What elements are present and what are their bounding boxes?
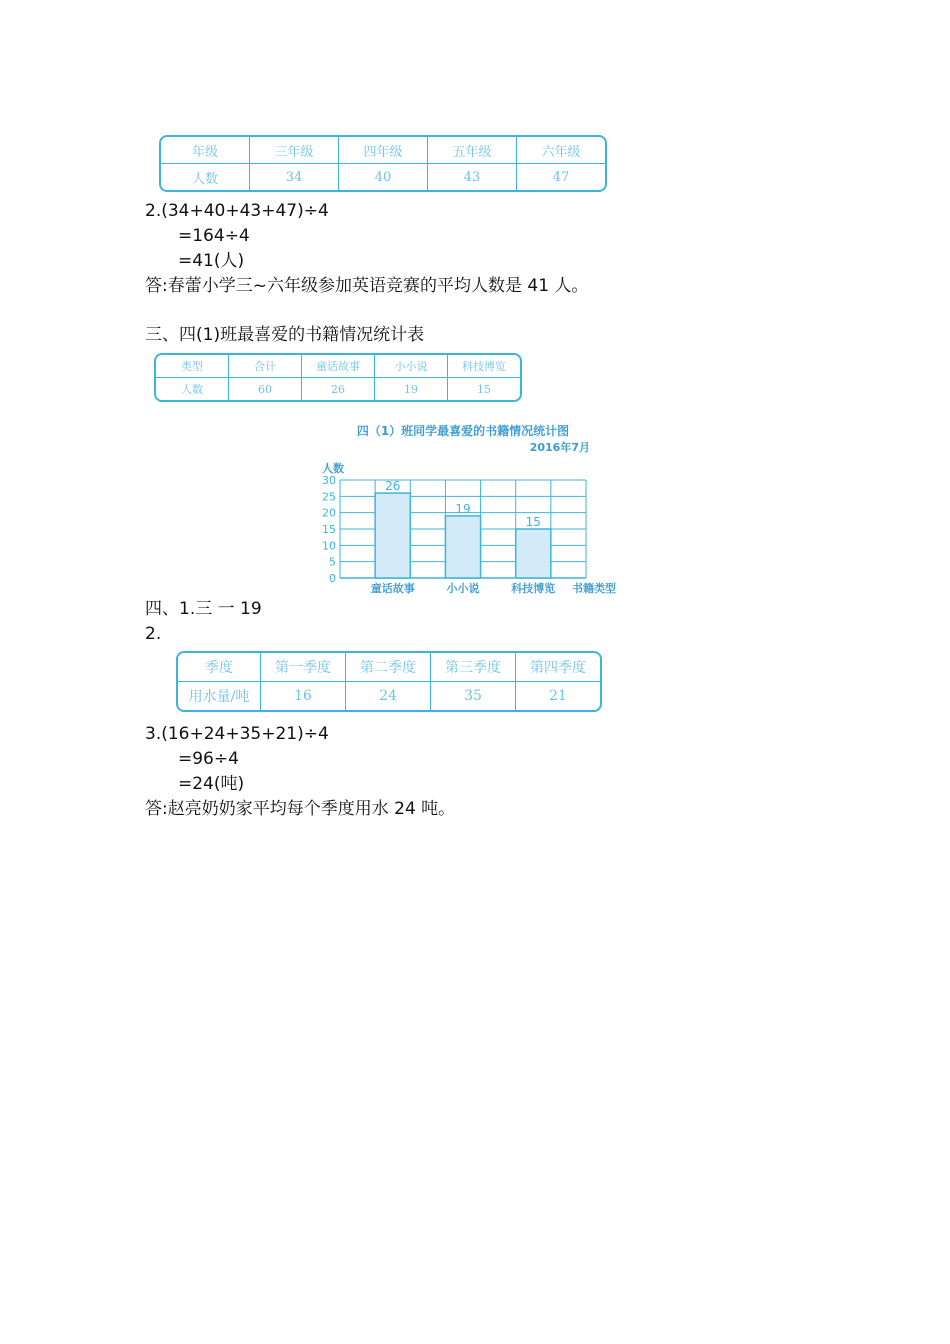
table-cell: 40 <box>339 164 428 190</box>
table-cell: 五年级 <box>428 137 517 164</box>
x-tick-label: 科技博览 <box>511 582 556 595</box>
table-row <box>161 164 605 190</box>
table-cell: 人数 <box>156 378 229 400</box>
table-row <box>156 355 520 378</box>
calc1-answer: 答:春蕾小学三~六年级参加英语竞赛的平均人数是 41 人。 <box>145 276 589 296</box>
table-row <box>178 682 600 710</box>
y-tick-label: 10 <box>322 539 336 553</box>
table-cell: 47 <box>552 169 570 185</box>
bar-data-label: 19 <box>455 501 471 516</box>
table-cell: 21 <box>549 688 567 704</box>
chart-bars <box>375 479 551 578</box>
table-cell: 六年级 <box>517 137 605 164</box>
calc2-answer: 答:赵亮奶奶家平均每个季度用水 24 吨。 <box>145 799 456 819</box>
chart-ylabel: 人数 <box>322 462 344 475</box>
table-cell: 第一季度 <box>261 653 346 682</box>
table-cell: 类型 <box>156 355 229 378</box>
grade-count-table <box>159 135 607 192</box>
section4-line2: 2. <box>145 624 162 644</box>
table-cell: 年级 <box>161 137 250 164</box>
table-row <box>161 137 605 164</box>
chart-y-ticks <box>322 474 336 585</box>
y-tick-label: 0 <box>329 572 336 585</box>
x-tick-label: 童话故事 <box>370 582 415 595</box>
water-usage-table <box>176 651 602 712</box>
table-cell: 60 <box>229 378 302 400</box>
chart-xlabel: 书籍类型 <box>572 582 616 595</box>
chart-title: 四（1）班同学最喜爱的书籍情况统计图 <box>356 424 570 438</box>
table-row <box>178 653 600 682</box>
y-tick-label: 5 <box>329 555 336 569</box>
table-cell: 用水量/吨 <box>178 682 261 710</box>
calc2-line1: 3.(16+24+35+21)÷4 <box>145 724 329 744</box>
table-cell: 第四季度 <box>516 653 600 682</box>
table-cell: 第三季度 <box>431 653 516 682</box>
table-cell: 季度 <box>178 653 261 682</box>
y-tick-label: 15 <box>322 523 336 536</box>
table-cell: 19 <box>375 378 448 400</box>
table-row <box>156 378 520 400</box>
bar <box>445 516 480 578</box>
book-preference-table <box>154 353 522 402</box>
table-cell: 童话故事 <box>302 355 375 378</box>
section3-heading: 三、四(1)班最喜爱的书籍情况统计表 <box>145 325 425 345</box>
y-tick-label: 30 <box>322 474 336 487</box>
chart-x-ticks <box>371 581 556 595</box>
calc2-line2: =96÷4 <box>178 749 239 769</box>
bar-data-label: 26 <box>385 479 401 494</box>
calc1-line1: 2.(34+40+43+47)÷4 <box>145 201 329 221</box>
chart-subtitle: 2016年7月 <box>529 441 590 454</box>
calc1-line2: =164÷4 <box>178 226 250 246</box>
table-cell: 合计 <box>229 355 302 378</box>
section4-line1: 四、1.三 一 19 <box>145 599 262 619</box>
table-cell: 26 <box>302 378 375 400</box>
bar-data-label: 15 <box>525 515 541 529</box>
table-cell: 35 <box>431 682 516 710</box>
table-cell: 15 <box>477 382 491 396</box>
table-cell: 第二季度 <box>346 653 431 682</box>
bar <box>516 529 551 578</box>
table-cell: 科技博览 <box>448 355 520 378</box>
table-cell: 16 <box>261 682 346 710</box>
calc2-line3: =24(吨) <box>178 774 245 794</box>
table-cell: 三年级 <box>250 137 339 164</box>
book-bar-chart <box>300 415 640 600</box>
calc1-line3: =41(人) <box>178 251 245 271</box>
table-cell: 24 <box>346 682 431 710</box>
x-tick-label: 小小说 <box>446 582 480 595</box>
y-tick-label: 20 <box>322 506 336 520</box>
table-cell: 43 <box>428 164 517 190</box>
table-cell: 人数 <box>161 164 250 190</box>
y-tick-label: 25 <box>322 490 336 504</box>
bar <box>375 493 410 578</box>
table-cell: 四年级 <box>339 137 428 164</box>
table-cell: 小小说 <box>375 355 448 378</box>
table-cell: 34 <box>250 164 339 190</box>
